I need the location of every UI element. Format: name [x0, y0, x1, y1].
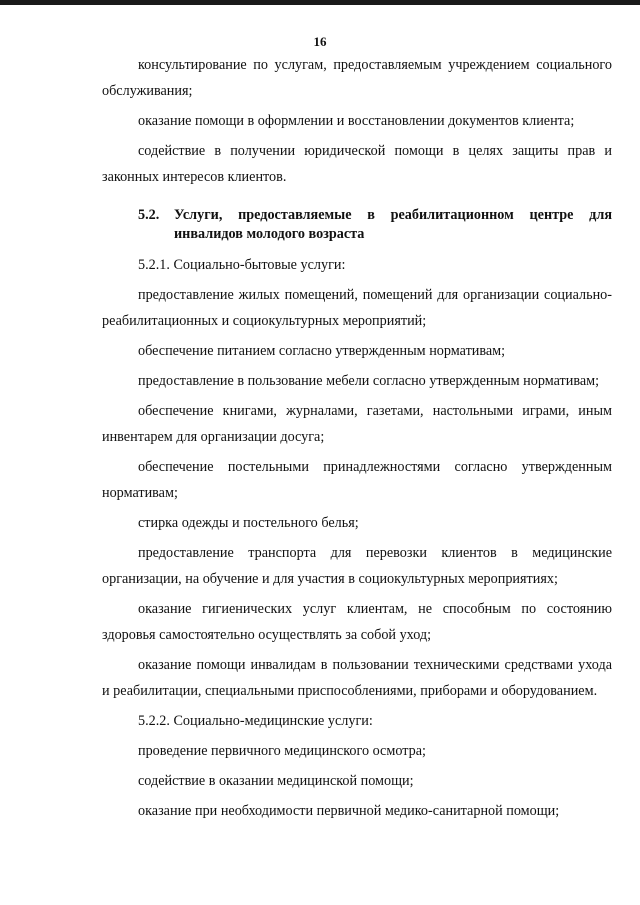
paragraph: консультирование по услугам, предоставляемым учреждением социального обслуживания;: [102, 57, 612, 99]
paragraph: обеспечение питанием согласно утвержденным нормативам;: [138, 343, 506, 359]
paragraph: стирка одежды и постельного белья;: [138, 515, 359, 531]
paragraph: оказание гигиенических услуг клиентам, не способным по состоянию здоровья самостоятельно осуществлять за собой уход;: [102, 601, 612, 643]
paragraph: обеспечение книгами, журналами, газетами, настольными играми, иным инвентарем для организации досуга;: [102, 403, 612, 445]
paragraph: содействие в оказании медицинской помощи;: [138, 773, 414, 789]
subsection-heading: 5.2.2. Социально-медицинские услуги:: [138, 713, 373, 729]
paragraph: оказание помощи в оформлении и восстановлении документов клиента;: [138, 113, 575, 129]
paragraph: содействие в получении юридической помощи в целях защиты прав и законных интересов клиентов.: [102, 143, 612, 185]
scan-top-border: [0, 0, 640, 5]
paragraph: проведение первичного медицинского осмотра;: [138, 743, 426, 759]
document-body: [102, 52, 612, 828]
paragraph: оказание при необходимости первичной медико-санитарной помощи;: [138, 803, 560, 819]
page-number: 16: [313, 34, 327, 49]
section-title: Услуги, предоставляемые в реабилитационном центре для инвалидов молодого возраста: [174, 207, 612, 242]
section-heading: [102, 206, 612, 244]
subsection-heading: 5.2.1. Социально-бытовые услуги:: [138, 257, 346, 273]
paragraph: предоставление транспорта для перевозки клиентов в медицинские организации, на обучение и для участия в социокультурных мероприятиях;: [102, 545, 612, 587]
paragraph: обеспечение постельными принадлежностями согласно утвержденным нормативам;: [102, 459, 612, 501]
paragraph: предоставление жилых помещений, помещений для организации социально-реабилитационных и социокультурных мероприятий;: [102, 287, 612, 329]
section-number: 5.2.: [138, 207, 160, 223]
paragraph: предоставление в пользование мебели согласно утвержденным нормативам;: [138, 373, 600, 389]
paragraph: оказание помощи инвалидам в пользовании техническими средствами ухода и реабилитации, специальными приспособлениями, приборами и оборудованием.: [102, 657, 612, 699]
